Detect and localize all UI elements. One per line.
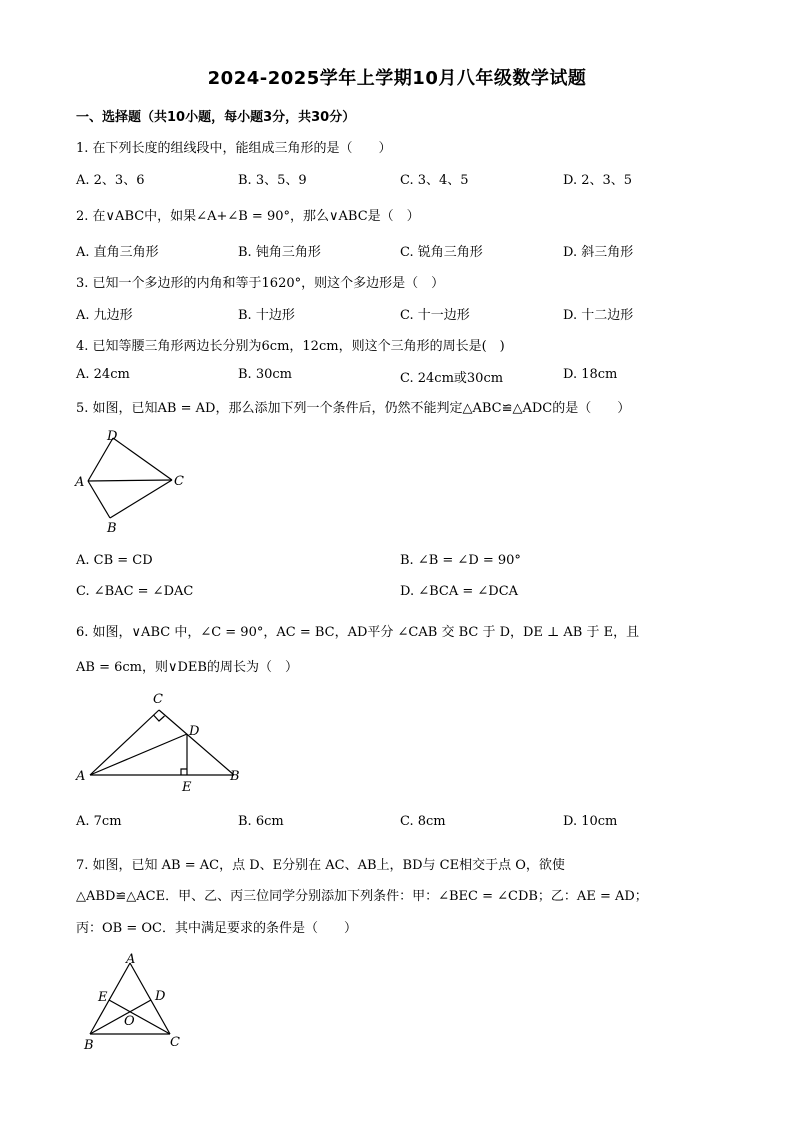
page-title: 2024-2025学年上学期10月八年级数学试题 — [207, 68, 587, 89]
label-o: O — [124, 1014, 135, 1029]
question-6-figure — [70, 688, 255, 798]
segment-ab — [88, 481, 110, 518]
question-7-stem-line-2: △ABD≌△ACE．甲、乙、丙三位同学分别添加下列条件：甲：∠BEC = ∠CDB；乙：AE = AD； — [76, 889, 648, 904]
option-a: A. 2、3、6 — [76, 173, 145, 188]
label-b: B — [230, 769, 240, 784]
option-a: A. 九边形 — [76, 308, 133, 323]
label-a: A — [76, 769, 86, 784]
label-b: B — [107, 521, 117, 536]
question-7-stem-line-1: 7. 如图，已知 AB = AC，点 D、E分别在 AC、AB上，BD与 CE相交于点 O，欲使 — [76, 858, 565, 873]
segment-bc — [110, 480, 172, 518]
segment-ac — [88, 480, 172, 481]
label-a: A — [75, 475, 85, 490]
segment-ad — [90, 734, 187, 775]
right-angle-mark-e — [181, 769, 187, 775]
option-a: A. 直角三角形 — [76, 245, 159, 260]
option-c: C. ∠BAC = ∠DAC — [76, 584, 194, 599]
question-6-stem-line-2: AB = 6cm，则∨DEB的周长为（ ） — [76, 660, 298, 675]
label-d: D — [155, 989, 166, 1004]
label-c: C — [174, 474, 184, 489]
label-b: B — [84, 1038, 94, 1053]
option-a: A. CB = CD — [76, 553, 153, 568]
question-4-stem: 4. 已知等腰三角形两边长分别为6cm，12cm，则这个三角形的周长是( ) — [76, 339, 505, 354]
option-d: D. ∠BCA = ∠DCA — [400, 584, 519, 599]
option-a: A. 24cm — [76, 367, 130, 382]
question-7-figure — [72, 946, 192, 1056]
label-c: C — [153, 692, 163, 707]
option-a: A. 7cm — [76, 814, 122, 829]
segment-ac — [90, 710, 159, 775]
label-e: E — [98, 990, 108, 1005]
option-d: D. 2、3、5 — [563, 173, 633, 188]
option-d: D. 斜三角形 — [563, 245, 634, 260]
question-7-stem-line-3: 丙：OB = OC．其中满足要求的条件是（ ） — [76, 921, 357, 936]
question-2-stem: 2. 在∨ABC中，如果∠A+∠B = 90°，那么∨ABC是（ ） — [76, 209, 420, 224]
question-6-stem-line-1: 6. 如图，∨ABC 中，∠C = 90°，AC = BC，AD平分 ∠CAB 交 BC 于 D，DE ⊥ AB 于 E，且 — [76, 625, 640, 640]
section-heading: 一、选择题（共10小题，每小题3分，共30分） — [76, 110, 356, 125]
label-d: D — [107, 429, 118, 444]
option-c: C. 24cm或30cm — [400, 371, 504, 386]
option-d: D. 十二边形 — [563, 308, 634, 323]
option-b: B. 30cm — [238, 367, 292, 382]
label-d: D — [189, 724, 200, 739]
segment-dc — [113, 438, 172, 480]
option-b: B. 钝角三角形 — [238, 245, 321, 260]
option-c: C. 3、4、5 — [400, 173, 469, 188]
option-b: B. ∠B = ∠D = 90° — [400, 553, 521, 568]
question-3-stem: 3. 已知一个多边形的内角和等于1620°，则这个多边形是（ ） — [76, 276, 445, 291]
segment-ad — [88, 438, 113, 481]
option-d: D. 10cm — [563, 814, 618, 829]
option-b: B. 3、5、9 — [238, 173, 307, 188]
option-c: C. 8cm — [400, 814, 446, 829]
option-d: D. 18cm — [563, 367, 618, 382]
option-b: B. 6cm — [238, 814, 284, 829]
question-5-figure — [70, 425, 200, 540]
option-c: C. 十一边形 — [400, 308, 470, 323]
label-a: A — [126, 952, 136, 967]
option-c: C. 锐角三角形 — [400, 245, 483, 260]
option-b: B. 十边形 — [238, 308, 295, 323]
question-5-stem: 5. 如图，已知AB = AD，那么添加下列一个条件后，仍然不能判定△ABC≌△ADC的是（ ） — [76, 401, 631, 416]
question-1-stem: 1. 在下列长度的组线段中，能组成三角形的是（ ） — [76, 141, 392, 156]
segment-cb — [159, 710, 234, 775]
right-angle-mark-c — [154, 715, 165, 721]
label-e: E — [182, 780, 192, 795]
label-c: C — [170, 1035, 180, 1050]
